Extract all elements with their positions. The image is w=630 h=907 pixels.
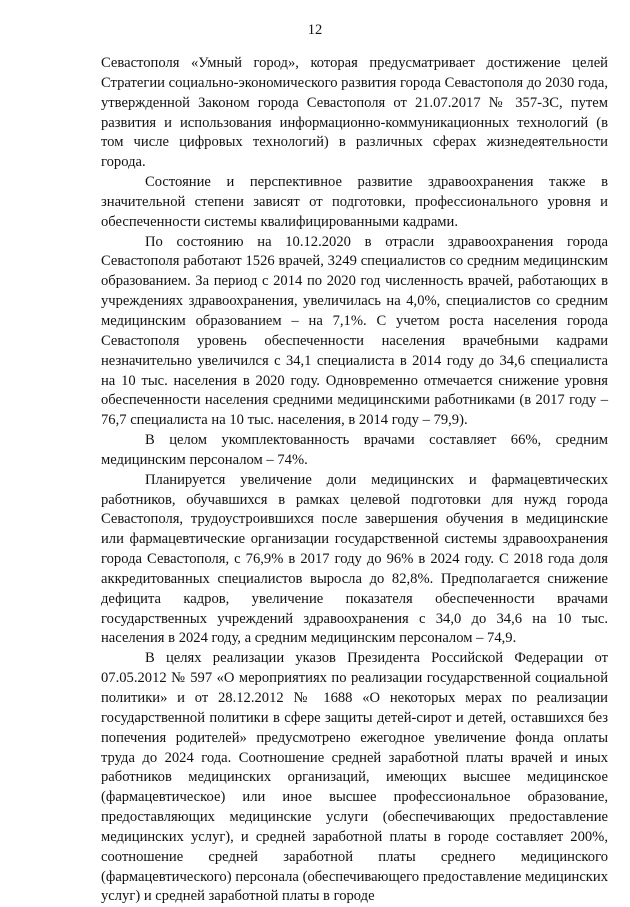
paragraph-staff-statistics: По состоянию на 10.12.2020 в отрасли здравоохранения города Севастополя работают 1526 врачей, 3249 специалистов со средним медицинским образованием. За период с 2014 по 2020 год численность врачей, работающих в учреждениях здравоохранения, увеличилась на 4,0%, специалистов со средним медицинским образованием – на 7,1%. С учетом роста населения города Севастополя уровень обеспеченности населения врачебными кадрами незначительно увеличился с 34,1 специалиста в 2014 году до 34,6 специалиста на 10 тыс. населения в 2020 году. Одновременно отмечается снижение уровня обеспеченности населения средними медицинскими работниками (в 2017 году – 76,7 специалиста на 10 тыс. населения, в 2014 году – 79,9).: [101, 233, 608, 429]
paragraph-presidential-decrees: В целях реализации указов Президента Российской Федерации от 07.05.2012 № 597 «О мероприятиях по реализации государственной социальной политики» и от 28.12.2012 № 1688 «О некоторых мерах по реализации государственной политики в сфере защиты детей-сирот и детей, оставшихся без попечения родителей» предусмотрено ежегодное увеличение фонда оплаты труда до 2024 года. Соотношение средней заработной платы врачей и иных работников медицинских организаций, имеющих высшее медицинское (фармацевтическое) или иное высшее профессиональное образование, предоставляющих медицинские услуги (обеспечивающих предоставление медицинских услуг), и средней заработной платы в городе составляет 200%, соотношение средней заработной платы среднего медицинского (фармацевтического) персонала (обеспечивающего предоставление медицинских услуг) и средней заработной платы в городе: [101, 650, 608, 905]
body-text: [101, 54, 608, 907]
paragraph-staffing-rate: В целом укомплектованность врачами составляет 66%, средним медицинским персоналом – 74%.: [101, 432, 608, 468]
paragraph-smart-city-continuation: Севастополя «Умный город», которая предусматривает достижение целей Стратегии социально-экономического развития города Севастополя до 2030 года, утвержденной Законом города Севастополя от 21.07.2017 № 357-ЗС, путем развития и использования информационно-коммуникационных технологий (в том числе цифровых технологий) в различных сферах жизнедеятельности города.: [101, 55, 608, 171]
page-number: 12: [307, 22, 323, 38]
paragraph-targeted-training: Планируется увеличение доли медицинских и фармацевтических работников, обучавшихся в рамках целевой подготовки для нужд города Севастополя, трудоустроившихся после завершения обучения в медицинские или фармацевтические организации государственной системы здравоохранения города Севастополя, с 76,9% в 2017 году до 96% в 2024 году. С 2018 года доля аккредитованных специалистов выросла до 82,8%. Предполагается снижение дефицита кадров, увеличение показателя обеспеченности врачами государственных учреждений здравоохранения с 34,0 до 34,6 на 10 тыс. населения в 2024 году, а средним медицинским персоналом – 74,9.: [101, 471, 608, 647]
paragraph-healthcare-staffing: Состояние и перспективное развитие здравоохранения также в значительной степени зависят от подготовки, профессионального уровня и обеспеченности системы квалифицированными кадрами.: [101, 174, 608, 230]
